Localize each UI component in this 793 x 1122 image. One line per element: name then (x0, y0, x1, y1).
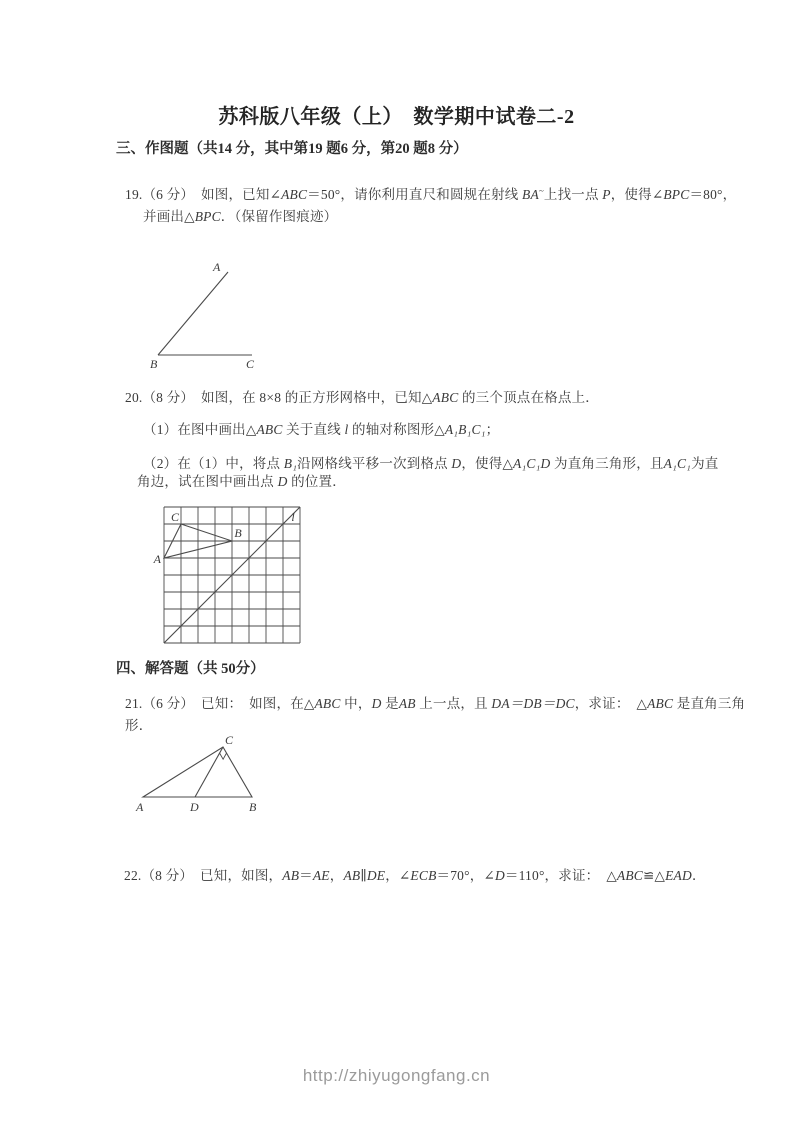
triangle-abc (143, 747, 252, 797)
q20-text-item2-line1: （2）在（1）中，将点 B₁沿网格线平移一次到格点 D，使得△A₁C₁D 为直角三角形，且A₁C₁为直 (143, 456, 719, 471)
point-label-a: A (136, 800, 144, 814)
q22-text-line1: 22.（8 分） 已知，如图，AB＝AE，AB∥DE，∠ECB＝70°，∠D＝110°，求证： △ABC≌△EAD． (124, 868, 706, 883)
right-angle-mark (220, 753, 227, 759)
q20-text-item1: （1）在图中画出△ABC 关于直线 l 的轴对称图形△A₁B₁C₁； (143, 422, 500, 437)
point-label-b: B (249, 800, 257, 814)
footer-url: http://zhiyugongfang.cn (302, 1066, 491, 1085)
point-label-c: C (170, 510, 180, 524)
q20-grid-figure (148, 500, 323, 652)
q21-triangle-figure (128, 733, 278, 818)
q19-angle-figure (130, 255, 280, 375)
segment-cd (195, 747, 223, 797)
q20-text-intro: 20.（8 分） 如图，在 8×8 的正方形网格中，已知△ABC 的三个顶点在格点上． (125, 390, 599, 405)
line-label-l: l (291, 510, 295, 524)
point-label-d: D (190, 800, 199, 814)
point-label-c: C (246, 357, 255, 371)
q21-text-line1: 21.（6 分） 已知： 如图，在△ABC 中，D 是AB 上一点，且 DA＝DB＝DC，求证： △ABC 是直角三角 (125, 696, 746, 711)
q20-text-item2-line2: 角边，试在图中画出点 D 的位置． (137, 474, 346, 489)
ray-ba (158, 272, 228, 355)
section-heading-answer: 四、解答题（共 50分） (116, 661, 265, 677)
point-label-a: A (153, 552, 161, 566)
section-heading-construction: 三、作图题（共14 分，其中第19 题6 分，第20 题8 分） (116, 141, 468, 157)
page-title: 苏科版八年级（上） 数学期中试卷二-2 (218, 106, 575, 128)
q21-text-line2: 形． (125, 718, 153, 733)
point-label-b: B (234, 526, 242, 540)
q19-text-line1: 19.（6 分） 如图，已知∠ABC＝50°，请你利用直尺和圆规在射线 BA~上找一点 P，使得∠BPC＝80°， (125, 185, 737, 202)
q19-text-line2: 并画出△BPC．（保留作图痕迹） (143, 209, 338, 224)
point-label-c: C (225, 733, 234, 747)
point-label-a: A (213, 260, 221, 274)
point-label-b: B (150, 357, 158, 371)
